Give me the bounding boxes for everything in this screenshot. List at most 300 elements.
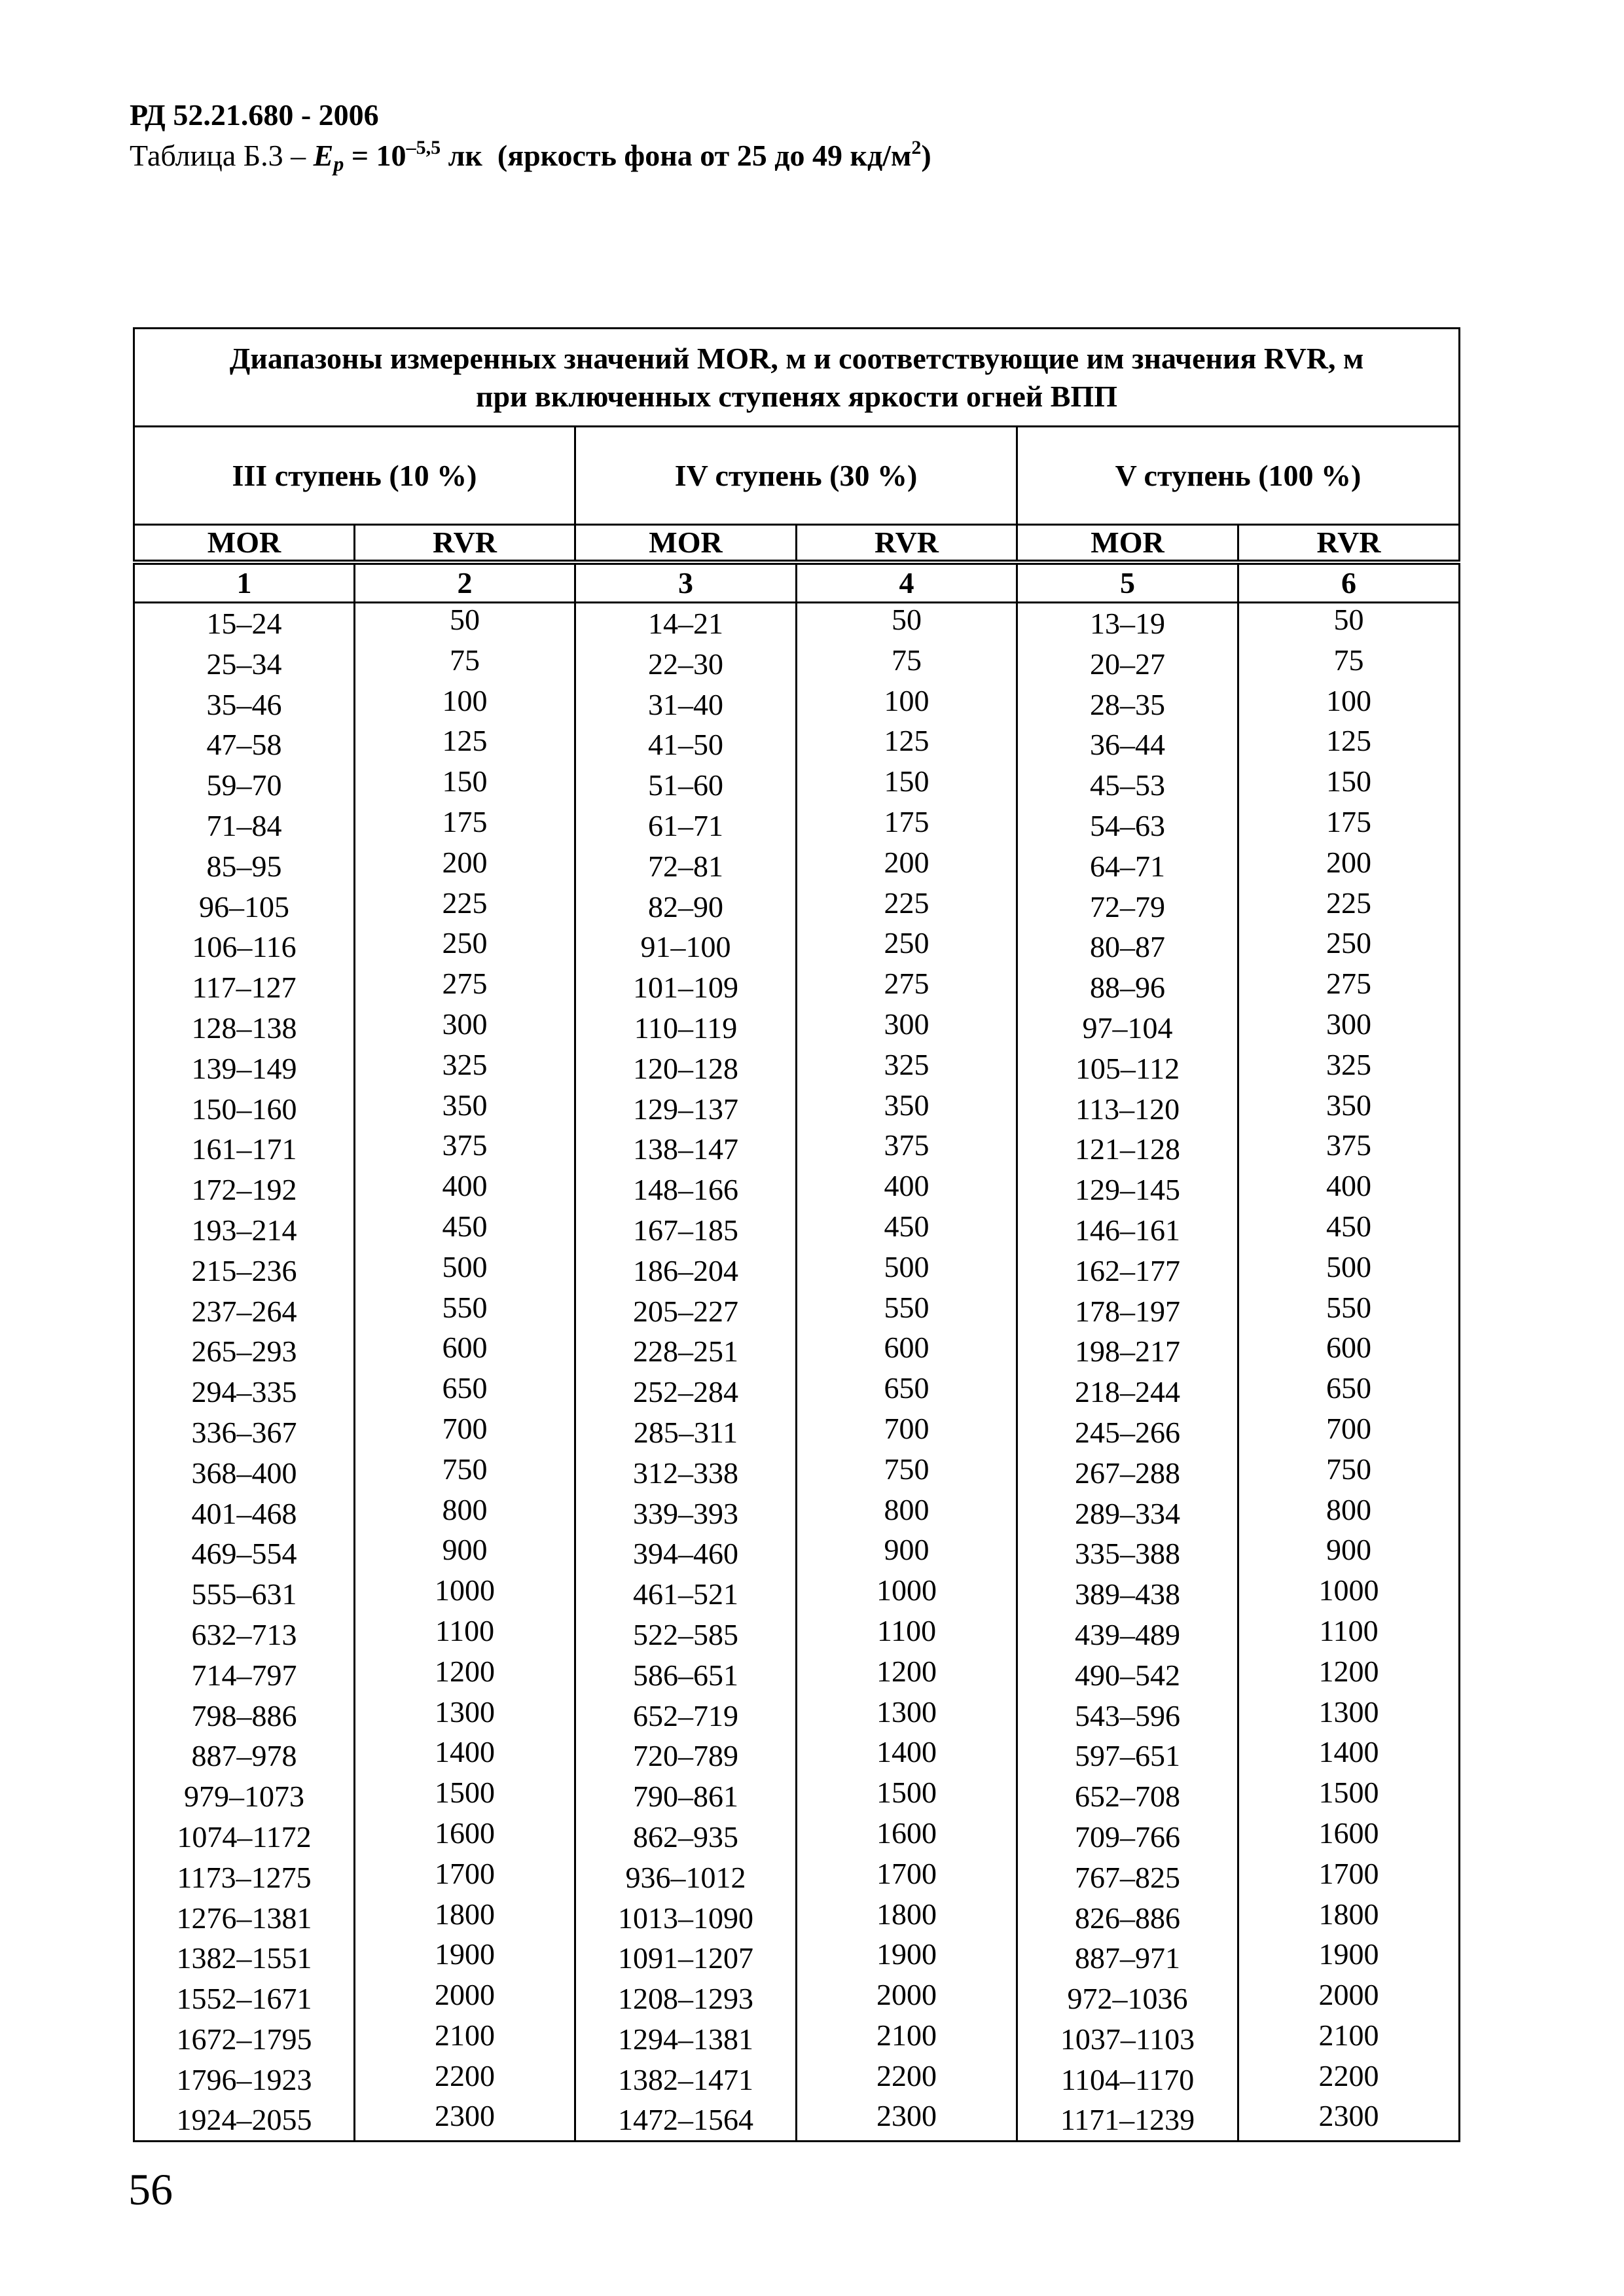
rvr-cell: 325 — [1238, 1049, 1460, 1089]
rvr-cell: 1300 — [797, 1696, 1017, 1736]
mor-cell: 401–468 — [134, 1494, 355, 1534]
mor-cell: 469–554 — [134, 1534, 355, 1574]
column-number: 3 — [575, 562, 797, 603]
mor-cell: 1091–1207 — [575, 1938, 797, 1979]
table-row — [134, 644, 1460, 685]
rvr-cell: 350 — [355, 1089, 575, 1130]
mor-cell: 47–58 — [134, 725, 355, 765]
column-number: 6 — [1238, 562, 1460, 603]
mor-cell: 72–79 — [1017, 887, 1238, 927]
mor-cell: 1796–1923 — [134, 2060, 355, 2100]
mor-cell: 720–789 — [575, 1736, 797, 1776]
rvr-cell: 1600 — [797, 1817, 1017, 1857]
mor-cell: 198–217 — [1017, 1331, 1238, 1372]
table-row — [134, 603, 1460, 644]
rvr-cell: 2300 — [355, 2100, 575, 2141]
mor-cell: 1472–1564 — [575, 2100, 797, 2141]
rvr-cell: 225 — [797, 887, 1017, 927]
rvr-cell: 500 — [797, 1251, 1017, 1291]
mor-cell: 252–284 — [575, 1372, 797, 1412]
rvr-cell: 700 — [1238, 1412, 1460, 1453]
table-row — [134, 1857, 1460, 1898]
mor-cell: 205–227 — [575, 1291, 797, 1332]
table-row — [134, 1574, 1460, 1615]
table-row — [134, 1291, 1460, 1332]
mor-cell: 36–44 — [1017, 725, 1238, 765]
table-row — [134, 725, 1460, 765]
table-row — [134, 1979, 1460, 2019]
rvr-cell: 900 — [355, 1534, 575, 1574]
rvr-cell: 350 — [797, 1089, 1017, 1130]
mor-cell: 22–30 — [575, 644, 797, 685]
table-row — [134, 685, 1460, 725]
mor-cell: 186–204 — [575, 1251, 797, 1291]
mor-cell: 193–214 — [134, 1210, 355, 1251]
table-row — [134, 1898, 1460, 1939]
mor-cell: 51–60 — [575, 765, 797, 806]
mor-cell: 1382–1471 — [575, 2060, 797, 2100]
mor-cell: 1672–1795 — [134, 2019, 355, 2060]
mor-cell: 162–177 — [1017, 1251, 1238, 1291]
mor-cell: 178–197 — [1017, 1291, 1238, 1332]
rvr-cell: 1500 — [797, 1776, 1017, 1817]
rvr-cell: 300 — [355, 1008, 575, 1049]
mor-cell: 586–651 — [575, 1655, 797, 1696]
mor-cell: 41–50 — [575, 725, 797, 765]
mor-cell: 887–971 — [1017, 1938, 1238, 1979]
rvr-cell: 700 — [355, 1412, 575, 1453]
rvr-cell: 2100 — [1238, 2019, 1460, 2060]
mor-cell: 88–96 — [1017, 967, 1238, 1008]
mor-cell: 120–128 — [575, 1049, 797, 1089]
rvr-cell: 150 — [355, 765, 575, 806]
rvr-cell: 275 — [355, 967, 575, 1008]
caption-note-close: ) — [921, 139, 931, 172]
rvr-cell: 1400 — [355, 1736, 575, 1776]
rvr-cell: 1800 — [1238, 1898, 1460, 1939]
mor-cell: 96–105 — [134, 887, 355, 927]
mor-cell: 20–27 — [1017, 644, 1238, 685]
rvr-cell: 125 — [1238, 725, 1460, 765]
mor-cell: 110–119 — [575, 1008, 797, 1049]
mor-cell: 61–71 — [575, 806, 797, 846]
mor-cell: 25–34 — [134, 644, 355, 685]
mor-cell: 129–137 — [575, 1089, 797, 1130]
mor-cell: 652–719 — [575, 1696, 797, 1736]
rvr-cell: 2100 — [355, 2019, 575, 2060]
rvr-cell: 750 — [1238, 1453, 1460, 1494]
rvr-cell: 50 — [355, 603, 575, 644]
rvr-cell: 400 — [355, 1170, 575, 1210]
mor-cell: 368–400 — [134, 1453, 355, 1494]
mor-cell: 28–35 — [1017, 685, 1238, 725]
mor-cell: 113–120 — [1017, 1089, 1238, 1130]
mor-cell: 54–63 — [1017, 806, 1238, 846]
table-body — [134, 603, 1460, 2142]
mor-cell: 936–1012 — [575, 1857, 797, 1898]
caption-note-superscript: 2 — [911, 137, 922, 158]
mor-cell: 294–335 — [134, 1372, 355, 1412]
rvr-cell: 900 — [1238, 1534, 1460, 1574]
rvr-cell: 2000 — [797, 1979, 1017, 2019]
mor-cell: 490–542 — [1017, 1655, 1238, 1696]
rvr-cell: 1300 — [1238, 1696, 1460, 1736]
rvr-cell: 1800 — [797, 1898, 1017, 1939]
table-row — [134, 1372, 1460, 1412]
mor-cell: 72–81 — [575, 846, 797, 887]
stage-header-v: V ступень (100 %) — [1017, 427, 1460, 525]
mor-cell: 597–651 — [1017, 1736, 1238, 1776]
mor-cell: 91–100 — [575, 927, 797, 967]
rvr-cell: 225 — [355, 887, 575, 927]
rvr-cell: 50 — [1238, 603, 1460, 644]
rvr-cell: 100 — [355, 685, 575, 725]
table-row — [134, 1696, 1460, 1736]
column-label-mor: MOR — [575, 525, 797, 563]
rvr-cell: 75 — [797, 644, 1017, 685]
column-number: 4 — [797, 562, 1017, 603]
rvr-cell: 250 — [355, 927, 575, 967]
table-caption — [130, 136, 931, 175]
mor-cell: 97–104 — [1017, 1008, 1238, 1049]
mor-cell: 138–147 — [575, 1129, 797, 1170]
rvr-cell: 450 — [355, 1210, 575, 1251]
mor-cell: 522–585 — [575, 1615, 797, 1655]
rvr-cell: 2000 — [355, 1979, 575, 2019]
rvr-cell: 650 — [1238, 1372, 1460, 1412]
mor-cell: 1276–1381 — [134, 1898, 355, 1939]
rvr-cell: 75 — [1238, 644, 1460, 685]
table-row — [134, 1129, 1460, 1170]
rvr-cell: 100 — [1238, 685, 1460, 725]
mor-cell: 161–171 — [134, 1129, 355, 1170]
mor-cell: 1074–1172 — [134, 1817, 355, 1857]
rvr-cell: 450 — [1238, 1210, 1460, 1251]
caption-unit: лк — [448, 139, 482, 172]
mor-cell: 128–138 — [134, 1008, 355, 1049]
rvr-cell: 600 — [1238, 1331, 1460, 1372]
rvr-cell: 1700 — [1238, 1857, 1460, 1898]
rvr-cell: 1100 — [355, 1615, 575, 1655]
rvr-cell: 125 — [797, 725, 1017, 765]
mor-cell: 129–145 — [1017, 1170, 1238, 1210]
table-title-line-1: Диапазоны измеренных значений MOR, м и соответствующие им значения RVR, м — [229, 341, 1364, 375]
mor-cell: 1171–1239 — [1017, 2100, 1238, 2141]
rvr-cell: 800 — [355, 1494, 575, 1534]
mor-cell: 267–288 — [1017, 1453, 1238, 1494]
rvr-cell: 1500 — [1238, 1776, 1460, 1817]
table-row — [134, 1251, 1460, 1291]
mor-cell: 709–766 — [1017, 1817, 1238, 1857]
rvr-cell: 1100 — [1238, 1615, 1460, 1655]
mor-cell: 339–393 — [575, 1494, 797, 1534]
column-number: 2 — [355, 562, 575, 603]
mor-cell: 335–388 — [1017, 1534, 1238, 1574]
mor-cell: 972–1036 — [1017, 1979, 1238, 2019]
mor-cell: 237–264 — [134, 1291, 355, 1332]
rvr-cell: 650 — [355, 1372, 575, 1412]
table-row — [134, 887, 1460, 927]
mor-cell: 59–70 — [134, 765, 355, 806]
caption-note: (яркость фона от 25 до 49 кд/м — [497, 139, 912, 172]
table-row — [134, 1776, 1460, 1817]
table-row — [134, 1453, 1460, 1494]
mor-cell: 887–978 — [134, 1736, 355, 1776]
rvr-cell: 1900 — [797, 1938, 1017, 1979]
rvr-cell: 1400 — [1238, 1736, 1460, 1776]
rvr-cell: 800 — [1238, 1494, 1460, 1534]
mor-cell: 82–90 — [575, 887, 797, 927]
rvr-cell: 300 — [1238, 1008, 1460, 1049]
column-label-rvr: RVR — [355, 525, 575, 563]
rvr-cell: 325 — [797, 1049, 1017, 1089]
rvr-cell: 1000 — [797, 1574, 1017, 1615]
caption-subscript-text: p — [333, 152, 344, 175]
rvr-cell: 175 — [355, 806, 575, 846]
mor-cell: 1294–1381 — [575, 2019, 797, 2060]
mor-cell: 101–109 — [575, 967, 797, 1008]
mor-cell: 1013–1090 — [575, 1898, 797, 1939]
rvr-cell: 2100 — [797, 2019, 1017, 2060]
mor-cell: 439–489 — [1017, 1615, 1238, 1655]
rvr-cell: 1700 — [797, 1857, 1017, 1898]
caption-equals: = 10 — [351, 139, 406, 172]
mor-cell: 71–84 — [134, 806, 355, 846]
mor-cell: 1924–2055 — [134, 2100, 355, 2141]
column-label-mor: MOR — [1017, 525, 1238, 563]
rvr-cell: 750 — [797, 1453, 1017, 1494]
mor-cell: 172–192 — [134, 1170, 355, 1210]
caption-formula — [313, 137, 931, 175]
table-row — [134, 1817, 1460, 1857]
rvr-cell: 1200 — [1238, 1655, 1460, 1696]
table-row — [134, 1534, 1460, 1574]
mor-cell: 35–46 — [134, 685, 355, 725]
mor-cell: 45–53 — [1017, 765, 1238, 806]
mor-cell: 167–185 — [575, 1210, 797, 1251]
mor-cell: 80–87 — [1017, 927, 1238, 967]
rvr-cell: 450 — [797, 1210, 1017, 1251]
rvr-cell: 175 — [797, 806, 1017, 846]
table-row — [134, 1170, 1460, 1210]
table-row — [134, 1049, 1460, 1089]
caption-symbol: E — [313, 139, 334, 172]
rvr-cell: 200 — [1238, 846, 1460, 887]
rvr-cell: 225 — [1238, 887, 1460, 927]
table-row — [134, 2100, 1460, 2141]
mor-cell: 215–236 — [134, 1251, 355, 1291]
table-row — [134, 1008, 1460, 1049]
mor-cell: 31–40 — [575, 685, 797, 725]
mor-cell: 1173–1275 — [134, 1857, 355, 1898]
rvr-cell: 300 — [797, 1008, 1017, 1049]
table-title-line-2: при включенных ступенях яркости огней ВПП — [475, 379, 1118, 413]
rvr-cell: 275 — [797, 967, 1017, 1008]
mor-cell: 389–438 — [1017, 1574, 1238, 1615]
rvr-cell: 1300 — [355, 1696, 575, 1736]
mor-cell: 798–886 — [134, 1696, 355, 1736]
table-row — [134, 1089, 1460, 1130]
mor-cell: 228–251 — [575, 1331, 797, 1372]
mor-cell: 106–116 — [134, 927, 355, 967]
rvr-cell: 250 — [797, 927, 1017, 967]
caption-subscript — [333, 152, 344, 175]
rvr-cell: 375 — [1238, 1129, 1460, 1170]
mor-cell: 265–293 — [134, 1331, 355, 1372]
rvr-cell: 1000 — [1238, 1574, 1460, 1615]
rvr-cell: 550 — [797, 1291, 1017, 1332]
rvr-cell: 1900 — [355, 1938, 575, 1979]
mor-cell: 632–713 — [134, 1615, 355, 1655]
rvr-cell: 1500 — [355, 1776, 575, 1817]
mor-cell: 543–596 — [1017, 1696, 1238, 1736]
rvr-cell: 750 — [355, 1453, 575, 1494]
rvr-cell: 1900 — [1238, 1938, 1460, 1979]
rvr-cell: 325 — [355, 1049, 575, 1089]
rvr-cell: 75 — [355, 644, 575, 685]
rvr-cell: 700 — [797, 1412, 1017, 1453]
rvr-cell: 400 — [1238, 1170, 1460, 1210]
column-label-row — [134, 525, 1460, 563]
rvr-cell: 50 — [797, 603, 1017, 644]
rvr-cell: 2200 — [797, 2060, 1017, 2100]
mor-cell: 1382–1551 — [134, 1938, 355, 1979]
table-row — [134, 927, 1460, 967]
mor-cell: 652–708 — [1017, 1776, 1238, 1817]
rvr-cell: 2300 — [1238, 2100, 1460, 2141]
mor-cell: 15–24 — [134, 603, 355, 644]
rvr-cell: 125 — [355, 725, 575, 765]
rvr-cell: 550 — [1238, 1291, 1460, 1332]
mor-cell: 979–1073 — [134, 1776, 355, 1817]
mor-cell: 1208–1293 — [575, 1979, 797, 2019]
mor-cell: 1552–1671 — [134, 1979, 355, 2019]
mor-cell: 121–128 — [1017, 1129, 1238, 1170]
table-row — [134, 765, 1460, 806]
rvr-cell: 2200 — [1238, 2060, 1460, 2100]
rvr-cell: 2300 — [797, 2100, 1017, 2141]
mor-cell: 85–95 — [134, 846, 355, 887]
mor-cell: 218–244 — [1017, 1372, 1238, 1412]
mor-cell: 1037–1103 — [1017, 2019, 1238, 2060]
table-row — [134, 1494, 1460, 1534]
column-label-rvr: RVR — [1238, 525, 1460, 563]
mor-cell: 312–338 — [575, 1453, 797, 1494]
mor-cell: 148–166 — [575, 1170, 797, 1210]
rvr-cell: 350 — [1238, 1089, 1460, 1130]
rvr-cell: 1600 — [355, 1817, 575, 1857]
stage-header-iv: IV ступень (30 %) — [575, 427, 1017, 525]
stage-header-iii: III ступень (10 %) — [134, 427, 575, 525]
mor-cell: 14–21 — [575, 603, 797, 644]
table-row — [134, 1331, 1460, 1372]
mor-cell: 461–521 — [575, 1574, 797, 1615]
mor-cell: 13–19 — [1017, 603, 1238, 644]
table-row — [134, 1412, 1460, 1453]
rvr-cell: 1600 — [1238, 1817, 1460, 1857]
rvr-cell: 650 — [797, 1372, 1017, 1412]
mor-cell: 150–160 — [134, 1089, 355, 1130]
mor-cell: 767–825 — [1017, 1857, 1238, 1898]
rvr-cell: 500 — [1238, 1251, 1460, 1291]
table-row — [134, 967, 1460, 1008]
rvr-cell: 600 — [797, 1331, 1017, 1372]
page-number: 56 — [128, 2164, 173, 2214]
rvr-cell: 175 — [1238, 806, 1460, 846]
caption-label: Таблица Б.3 – — [130, 139, 306, 172]
rvr-cell: 2000 — [1238, 1979, 1460, 2019]
rvr-cell: 1400 — [797, 1736, 1017, 1776]
rvr-cell: 150 — [797, 765, 1017, 806]
mor-cell: 790–861 — [575, 1776, 797, 1817]
rvr-cell: 100 — [797, 685, 1017, 725]
rvr-cell: 275 — [1238, 967, 1460, 1008]
rvr-cell: 1200 — [797, 1655, 1017, 1696]
rvr-cell: 800 — [797, 1494, 1017, 1534]
table-row — [134, 806, 1460, 846]
rvr-cell: 400 — [797, 1170, 1017, 1210]
rvr-cell: 250 — [1238, 927, 1460, 967]
table-title — [134, 329, 1460, 427]
table-row — [134, 1210, 1460, 1251]
table-row — [134, 2060, 1460, 2100]
mor-cell: 714–797 — [134, 1655, 355, 1696]
table-row — [134, 1736, 1460, 1776]
mor-cell: 285–311 — [575, 1412, 797, 1453]
table-row — [134, 1938, 1460, 1979]
table-row — [134, 1615, 1460, 1655]
rvr-cell: 1100 — [797, 1615, 1017, 1655]
mor-cell: 117–127 — [134, 967, 355, 1008]
table-row — [134, 2019, 1460, 2060]
mor-cell: 139–149 — [134, 1049, 355, 1089]
table-row — [134, 846, 1460, 887]
rvr-cell: 375 — [355, 1129, 575, 1170]
mor-cell: 826–886 — [1017, 1898, 1238, 1939]
rvr-cell: 2200 — [355, 2060, 575, 2100]
mor-cell: 146–161 — [1017, 1210, 1238, 1251]
rvr-cell: 600 — [355, 1331, 575, 1372]
document-code: РД 52.21.680 - 2006 — [130, 98, 379, 132]
mor-cell: 336–367 — [134, 1412, 355, 1453]
mor-cell: 555–631 — [134, 1574, 355, 1615]
stage-header-row — [134, 427, 1460, 525]
rvr-cell: 1000 — [355, 1574, 575, 1615]
mor-cell: 105–112 — [1017, 1049, 1238, 1089]
rvr-cell: 200 — [797, 846, 1017, 887]
rvr-cell: 900 — [797, 1534, 1017, 1574]
caption-exponent: –5,5 — [406, 137, 441, 158]
column-label-mor: MOR — [134, 525, 355, 563]
mor-rvr-table — [133, 327, 1460, 2142]
mor-cell: 1104–1170 — [1017, 2060, 1238, 2100]
mor-cell: 394–460 — [575, 1534, 797, 1574]
rvr-cell: 550 — [355, 1291, 575, 1332]
rvr-cell: 375 — [797, 1129, 1017, 1170]
mor-cell: 289–334 — [1017, 1494, 1238, 1534]
column-number-row — [134, 562, 1460, 603]
table-title-row — [134, 329, 1460, 427]
rvr-cell: 1800 — [355, 1898, 575, 1939]
rvr-cell: 1700 — [355, 1857, 575, 1898]
rvr-cell: 150 — [1238, 765, 1460, 806]
mor-cell: 862–935 — [575, 1817, 797, 1857]
column-label-rvr: RVR — [797, 525, 1017, 563]
column-number: 1 — [134, 562, 355, 603]
mor-cell: 245–266 — [1017, 1412, 1238, 1453]
rvr-cell: 1200 — [355, 1655, 575, 1696]
rvr-cell: 200 — [355, 846, 575, 887]
